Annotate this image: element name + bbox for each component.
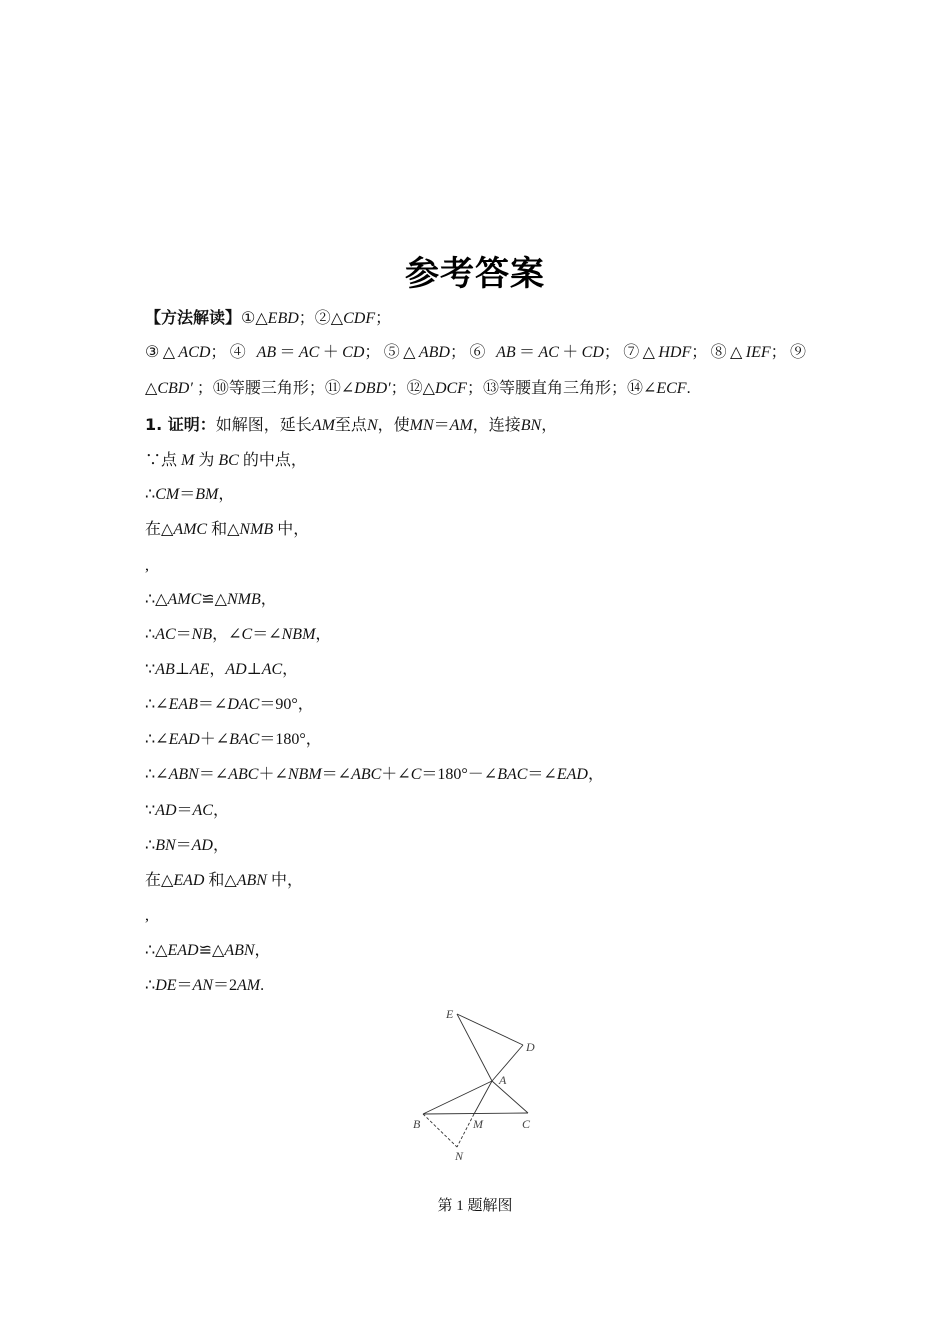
math-variable: ECF — [656, 380, 687, 397]
proof-line — [145, 660, 298, 680]
method-summary-line-1 — [145, 308, 391, 329]
text-segment: ＝ — [175, 626, 192, 643]
math-variable: AN — [192, 977, 213, 994]
math-variable: MN — [409, 417, 434, 434]
text-segment: 中， — [273, 521, 310, 538]
math-variable: AB — [155, 661, 175, 678]
math-variable: AMC — [173, 521, 208, 538]
math-variable: CDF — [343, 310, 376, 327]
text-segment: ∴ — [145, 626, 156, 643]
text-segment: ∴△ — [145, 591, 168, 608]
proof-line — [145, 906, 149, 926]
text-segment: 中， — [266, 872, 303, 889]
math-variable: NBM — [287, 766, 322, 783]
text-segment: ， — [315, 626, 332, 643]
text-segment: ＝∠ — [198, 766, 229, 783]
text-segment: 在△ — [145, 521, 174, 538]
math-variable: DAC — [227, 696, 260, 713]
math-variable: AC — [192, 802, 213, 819]
label-B: B — [413, 1117, 421, 1131]
proof-line — [145, 730, 322, 750]
proof-line — [145, 695, 314, 715]
text-segment: ， — [209, 661, 226, 678]
method-summary-line-3 — [145, 379, 691, 399]
text-segment: ，使 — [377, 417, 410, 434]
proof-line — [145, 625, 331, 645]
geometry-figure — [400, 995, 560, 1170]
text-segment: ＋∠ — [381, 766, 411, 783]
proof-line — [145, 941, 271, 961]
text-segment: ≌△ — [201, 591, 227, 608]
math-variable: AC — [155, 626, 176, 643]
text-segment: ， — [260, 591, 277, 608]
math-variable: BAC — [229, 731, 260, 748]
text-segment: ＋∠ — [199, 731, 230, 748]
math-variable: CBD′ — [157, 380, 193, 397]
math-variable: ABN — [236, 872, 267, 889]
page-title: 参考答案 — [405, 254, 545, 294]
proof-line — [145, 485, 234, 505]
text-segment: ∵ — [145, 802, 156, 819]
text-segment: ；④ — [210, 344, 257, 361]
math-variable: ABN — [168, 766, 199, 783]
text-segment: ∵点 — [145, 452, 182, 469]
text-segment: ， — [541, 417, 558, 434]
math-variable: ABD — [418, 344, 450, 361]
text-segment: 和△ — [207, 521, 240, 538]
segment-DA — [492, 1045, 523, 1081]
math-variable: NMB — [226, 591, 261, 608]
math-variable: M — [181, 452, 195, 469]
math-variable: C — [410, 766, 422, 783]
label-A: A — [499, 1073, 507, 1087]
text-segment: ＝∠ — [321, 766, 352, 783]
text-segment: ∴ — [145, 837, 156, 854]
text-segment: ⊥ — [246, 661, 262, 678]
label-D: D — [526, 1040, 535, 1054]
math-variable: N — [366, 417, 378, 434]
text-segment: 【方法解读】 — [145, 308, 242, 327]
math-variable: AM — [449, 417, 473, 434]
label-M: M — [473, 1117, 483, 1131]
label-N: N — [455, 1149, 464, 1163]
math-variable: AC — [298, 344, 320, 361]
text-segment: . — [260, 977, 265, 994]
text-segment: 如解图，延长 — [215, 417, 312, 434]
text-segment: ≌△ — [198, 942, 225, 959]
text-segment: ；⑦△ — [603, 344, 659, 361]
figure-labels — [413, 1007, 535, 1163]
math-variable: EBD — [267, 310, 299, 327]
math-variable: AB — [496, 344, 516, 361]
text-segment: ＋ — [558, 344, 582, 361]
text-segment: , — [145, 907, 149, 924]
text-segment: ；⑥ — [449, 344, 497, 361]
math-variable: EAD — [173, 872, 205, 889]
text-segment: ；②△ — [298, 310, 344, 327]
text-segment: 1. 证明： — [145, 415, 216, 434]
proof-line — [145, 836, 229, 856]
math-variable: EAD — [556, 766, 588, 783]
text-segment: ＝ — [175, 837, 192, 854]
math-variable: EAD — [168, 731, 200, 748]
math-variable: AD — [191, 837, 213, 854]
text-segment: ， — [212, 802, 229, 819]
math-variable: NBM — [281, 626, 316, 643]
text-segment: ，连接 — [472, 417, 521, 434]
label-C: C — [522, 1117, 531, 1131]
math-variable: AC — [261, 661, 283, 678]
label-E: E — [446, 1007, 454, 1021]
math-variable: DCF — [434, 380, 467, 397]
text-segment: ＝180°－∠ — [421, 766, 498, 783]
text-segment: ＋∠ — [258, 766, 288, 783]
text-segment: ＝2 — [212, 977, 237, 994]
text-segment: ； — [375, 310, 392, 327]
proof-line — [145, 801, 229, 821]
segment-AM — [474, 1081, 492, 1114]
text-segment: ∵ — [145, 661, 156, 678]
text-segment: ③△ — [145, 344, 179, 361]
math-variable: DE — [155, 977, 177, 994]
math-variable: AB — [256, 344, 277, 361]
proof-line — [145, 520, 309, 540]
math-variable: HDF — [658, 344, 692, 361]
math-variable: AM — [237, 977, 261, 994]
segment-BN-dashed — [423, 1114, 457, 1147]
text-segment: ；⑫△ — [390, 380, 435, 397]
text-segment: ⊥ — [174, 661, 190, 678]
math-variable: AM — [311, 417, 335, 434]
text-segment: ＝∠ — [527, 766, 557, 783]
math-variable: AE — [189, 661, 210, 678]
math-variable: CD — [581, 344, 604, 361]
text-segment: ＝ — [176, 802, 193, 819]
text-segment: ，∠ — [212, 626, 242, 643]
method-summary-line-2 — [145, 343, 806, 363]
text-segment: ；⑬等腰直角三角形；⑭∠ — [466, 380, 657, 397]
math-variable: NMB — [239, 521, 274, 538]
text-segment: ＝ — [433, 417, 450, 434]
text-segment: ＝ — [179, 486, 196, 503]
text-segment: △ — [145, 380, 158, 397]
segment-ED — [457, 1014, 523, 1045]
text-segment: ， — [218, 486, 235, 503]
text-segment: ∴ — [145, 977, 156, 994]
text-segment: ∴ — [145, 486, 156, 503]
math-variable: AC — [538, 344, 559, 361]
text-segment: ∴∠ — [145, 731, 169, 748]
text-segment: ＝90°， — [259, 696, 314, 713]
text-segment: ＝ — [515, 344, 539, 361]
math-variable: CM — [155, 486, 180, 503]
math-variable: CD — [342, 344, 365, 361]
proof-line — [145, 556, 149, 576]
text-segment: ， — [254, 942, 271, 959]
text-segment: ， — [587, 766, 604, 783]
segment-EA — [457, 1014, 492, 1081]
text-segment: 的中点， — [238, 452, 307, 469]
segment-BC — [423, 1113, 528, 1114]
segment-AC — [492, 1081, 528, 1113]
math-variable: BN — [155, 837, 176, 854]
math-variable: C — [241, 626, 253, 643]
segment-MN-dashed — [457, 1114, 474, 1147]
math-variable: ABN — [224, 942, 255, 959]
math-variable: BN — [520, 417, 542, 434]
text-segment: . — [686, 380, 691, 397]
text-segment: ；⑧△ — [691, 344, 746, 361]
text-segment: ＋ — [319, 344, 343, 361]
proof-heading-line — [145, 415, 557, 436]
math-variable: AD — [225, 661, 247, 678]
proof-conclusion-line — [145, 976, 264, 996]
math-variable: AD — [155, 802, 177, 819]
text-segment: ， — [212, 837, 229, 854]
math-variable: AMC — [167, 591, 202, 608]
text-segment: ＝∠ — [197, 696, 228, 713]
text-segment: ＝∠ — [252, 626, 282, 643]
math-variable: BM — [195, 486, 219, 503]
text-segment: ；⑤△ — [364, 344, 419, 361]
math-variable: BAC — [497, 766, 528, 783]
math-variable: ABC — [228, 766, 259, 783]
text-segment: ＝180°， — [259, 731, 322, 748]
figure-caption: 第 1 题解图 — [437, 1198, 513, 1214]
math-variable: EAB — [168, 696, 198, 713]
text-segment: , — [145, 557, 149, 574]
text-segment: 和△ — [204, 872, 237, 889]
proof-line — [145, 451, 307, 471]
text-segment: ；⑩等腰三角形；⑪∠ — [192, 380, 355, 397]
text-segment: ∴∠ — [145, 766, 169, 783]
math-variable: ACD — [178, 344, 211, 361]
text-segment: ∴△ — [145, 942, 168, 959]
text-segment: ， — [282, 661, 299, 678]
proof-line — [145, 765, 604, 785]
text-segment: 至点 — [334, 417, 367, 434]
math-variable: EAD — [167, 942, 199, 959]
text-segment: ；⑨ — [770, 344, 806, 361]
math-variable: BC — [218, 452, 239, 469]
text-segment: 在△ — [145, 872, 174, 889]
math-variable: IEF — [745, 344, 771, 361]
text-segment: 为 — [194, 452, 219, 469]
text-segment: ∴∠ — [145, 696, 169, 713]
proof-line — [145, 871, 303, 891]
segment-AB — [423, 1081, 492, 1114]
text-segment: ①△ — [241, 310, 268, 327]
text-segment: ＝ — [276, 344, 299, 361]
text-segment: ＝ — [176, 977, 193, 994]
math-variable: DBD′ — [354, 380, 391, 397]
math-variable: ABC — [351, 766, 382, 783]
math-variable: NB — [191, 626, 213, 643]
proof-line — [145, 590, 277, 610]
